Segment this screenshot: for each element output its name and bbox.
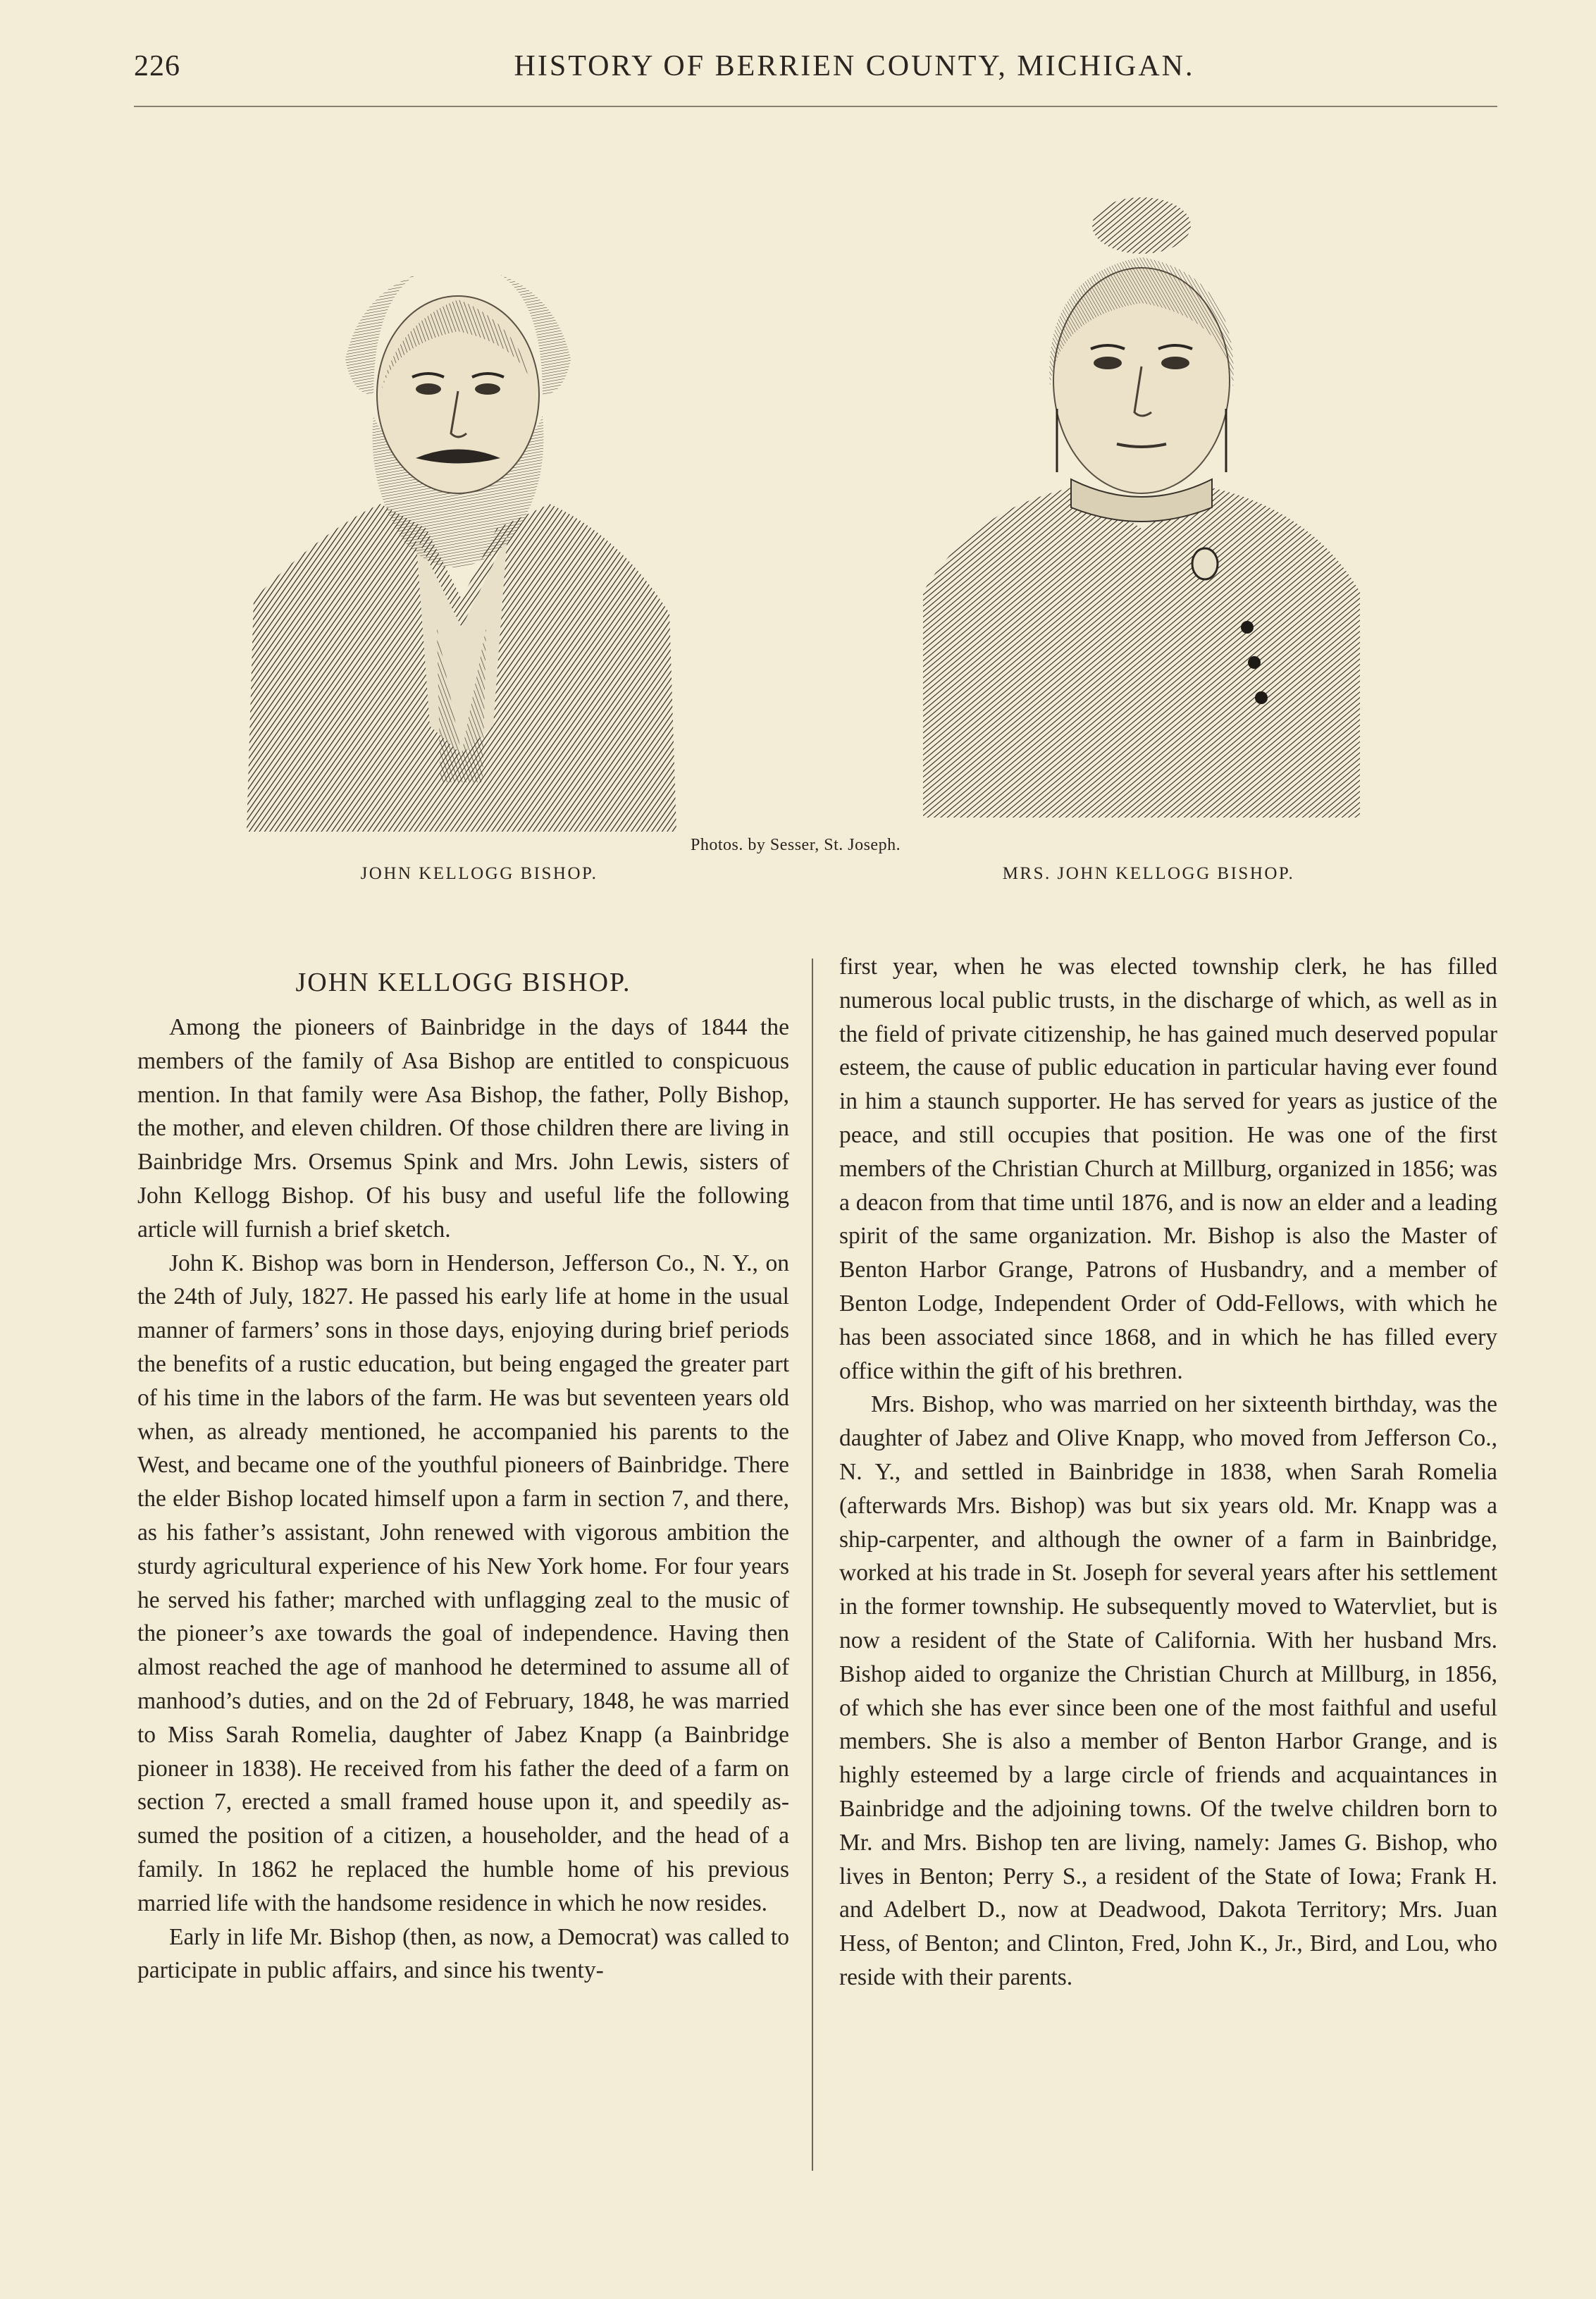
paragraph: John K. Bishop was born in Henderson, Jefferson Co., N. Y., on the 24th of July, 1827. He passed his early life at home in the usual manner of farmers’ sons in those days, enjoying during brief periods the benefits of a rustic education, but being engaged the greater part of his time in the labors of the farm. He was but seventeen years old when, as already mentioned, he accompanied his parents to the West, and became one of the youthful pioneers of Bainbridge. There the elder Bishop located himself upon a farm in section 7, and there, as his father’s assistant, John renewed with vigorous ambition the sturdy agricultural experience of his New York home. For four years he served his father; marched with unflagging zeal to the music of the pioneer’s axe towards the goal of independence. Having then almost reached the age of manhood he determined to assume all of manhood’s duties, and on the 2d of February, 1848, he was married to Miss Sarah Romelia, daughter of Jabez Knapp (a Bainbridge pioneer in 1838). He received from his father the deed of a farm on section 7, erected a small framed house upon it, and speedily assumed the position of a citizen, a householder, and the head of a family. In 1862 he replaced the humble home of his previous married life with the handsome residence in which he now resides. xyxy=(137,1250,789,1916)
right-column xyxy=(839,950,1497,1995)
column-divider xyxy=(812,959,813,2171)
portrait-caption-right: MRS. JOHN KELLOGG BISHOP. xyxy=(1002,864,1295,883)
photo-credit: Photos. by Sesser, St. Joseph. xyxy=(691,836,901,854)
paragraph: Mrs. Bishop, who was married on her sixteenth birthday, was the daughter of Jabez and Olive Knapp, who moved from Jefferson Co., N. Y., and settled in Bainbridge in 1838, when Sarah Romelia (afterwards Mrs. Bishop) was but six years old. Mr. Knapp was a ship-carpenter, and although the owner of a farm in Bainbridge, worked at his trade in St. Joseph for several years after his settlement in the former township. He subsequently moved to Watervliet, but is now a resident of the State of California. With her husband Mrs. Bishop aided to organize the Christian Church at Millburg, in 1856, of which she has ever since been one of the most faithful and useful members. She is also a member of Benton Harbor Grange, and is highly esteemed by a large circle of friends and acquaintances in Bainbridge and the adjoining towns. Of the twelve children born to Mr. and Mrs. Bishop ten are living, namely: James G. Bishop, who lives in Benton; Perry S., a resident of the State of Iowa; Frank H. and Adelbert D., now at Deadwood, Dakota Territory; Mrs. Juan Hess, of Benton; and Clinton, Fred, John K., Jr., Bird, and Lou, who reside with their parents. xyxy=(839,1391,1497,1990)
page-number: 226 xyxy=(134,50,180,82)
left-column xyxy=(137,951,789,1987)
header-rule xyxy=(134,106,1497,107)
portrait-john-kellogg-bishop xyxy=(240,233,683,832)
portrait-caption-left: JOHN KELLOGG BISHOP. xyxy=(360,864,598,883)
paragraph: Among the pioneers of Bainbridge in the days of 1844 the members of the family of Asa Bishop are entitled to conspicuous mention. In that family were Asa Bishop, the father, Polly Bishop, the mother, and eleven children. Of those children there are living in Bainbridge Mrs. Orsemus Spink and Mrs. John Lewis, sisters of John Kellogg Bishop. Of his busy and useful life the following article will furnish a brief sketch. xyxy=(137,1014,789,1243)
portrait-mrs-john-kellogg-bishop xyxy=(916,197,1367,818)
paragraph: first year, when he was elected township clerk, he has filled numerous local public trusts, in the discharge of which, as well as in the field of private citizenship, he has gained much deserved popular esteem, the cause of public education in particular having ever found in him a staunch supporter. He has served for years as justice of the peace, and still occupies that position. He was one of the first members of the Christian Church at Millburg, organized in 1856; was a deacon from that time until 1876, and is now an elder and a leading spirit of the same organization. Mr. Bishop is also the Master of Benton Harbor Grange, Patrons of Husbandry, and a member of Benton Lodge, Independent Order of Odd-Fellows, with which he has been associated since 1868, and in which he has filled every office within the gift of his brethren. xyxy=(839,954,1497,1384)
paragraph: Early in life Mr. Bishop (then, as now, a Democrat) was called to participate in public affairs, and since his twenty- xyxy=(137,1923,789,1984)
running-head: HISTORY OF BERRIEN COUNTY, MICHIGAN. xyxy=(514,50,1195,82)
article-title: JOHN KELLOGG BISHOP. xyxy=(295,968,631,997)
